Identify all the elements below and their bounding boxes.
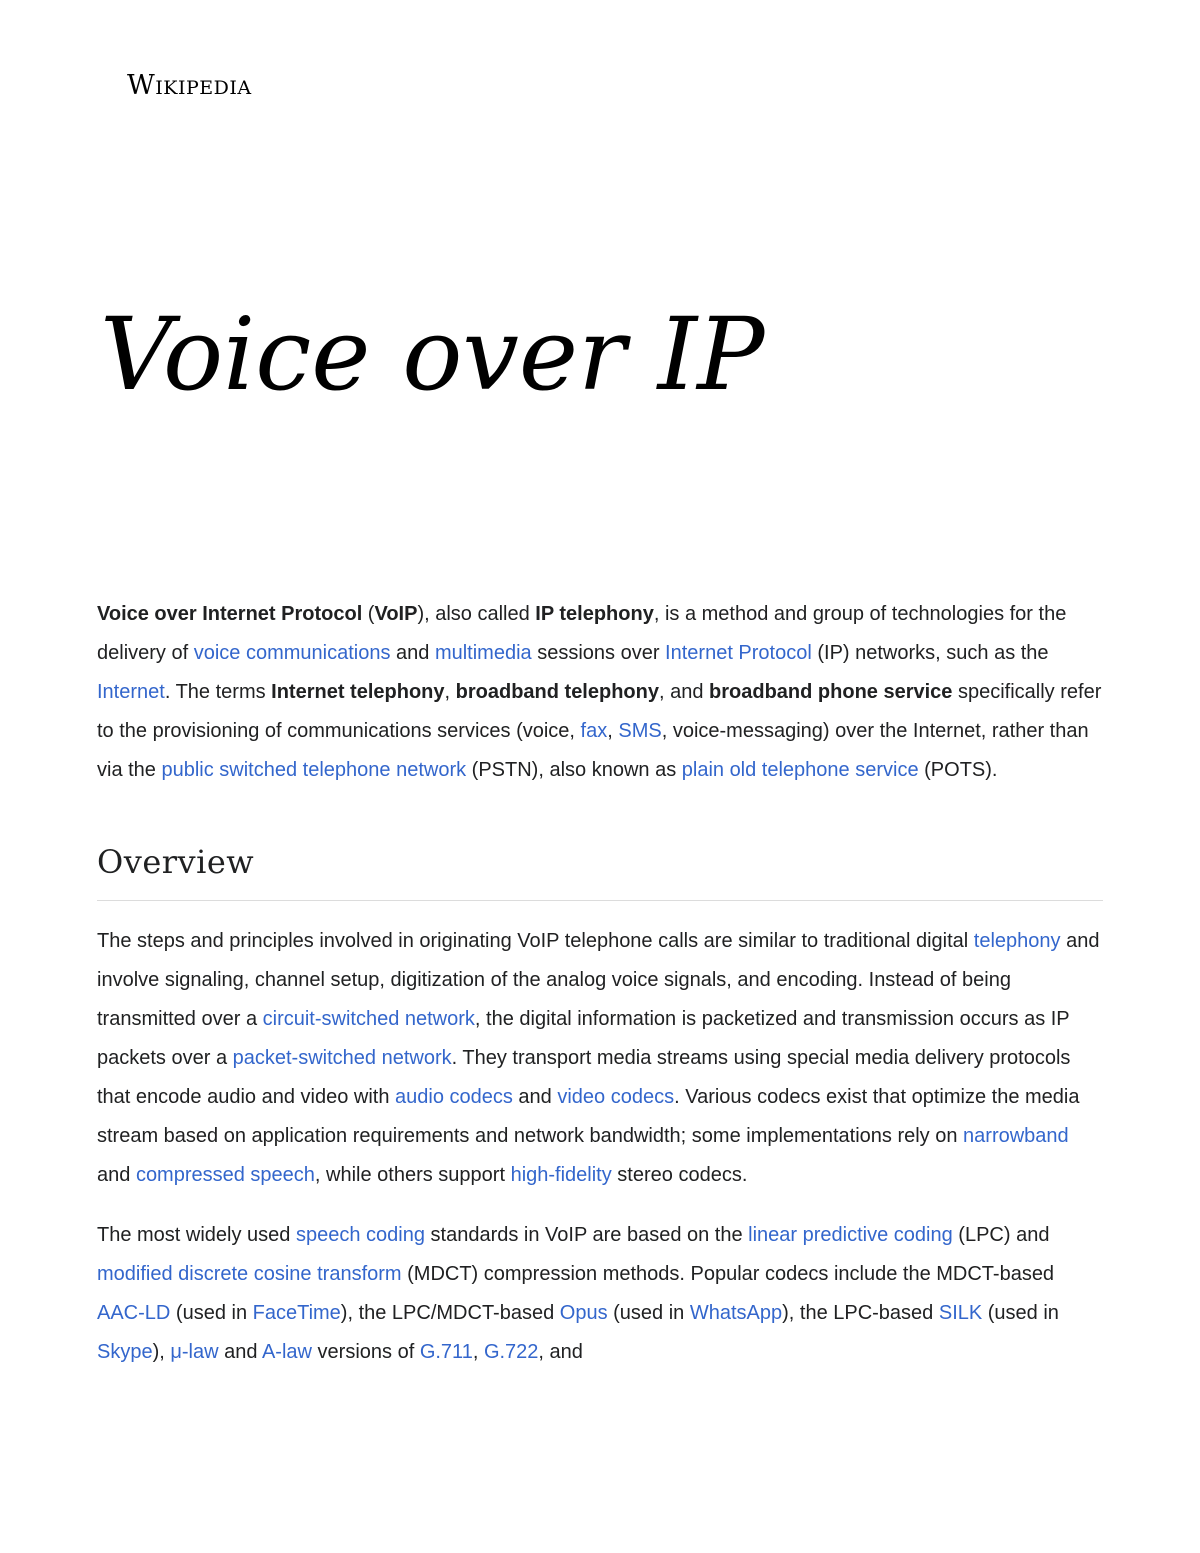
link-internet-protocol[interactable]: Internet Protocol [665,642,812,664]
link-aac-ld[interactable]: AAC-LD [97,1302,171,1324]
link-voice-communications[interactable]: voice communications [193,642,391,664]
text: ( [362,603,375,625]
text: ), [152,1341,171,1363]
text: and [97,1164,136,1186]
text: , [472,1341,484,1363]
text: . Various codecs exist that optimize the media stream based on application requirements and network bandwidth; some implementations rely on [97,1086,1080,1147]
bold-term: VoIP [374,603,418,625]
link-pstn[interactable]: public switched telephone network [161,759,467,781]
link-g722[interactable]: G.722 [483,1341,539,1363]
section-heading-overview: Overview [97,842,1103,901]
link-audio-codecs[interactable]: audio codecs [395,1086,513,1108]
text: , while others support [314,1164,511,1186]
link-facetime[interactable]: FaceTime [252,1302,341,1324]
link-linear-predictive-coding[interactable]: linear predictive coding [748,1224,953,1246]
text: stereo codecs. [611,1164,748,1186]
text: specifically refer to the provisioning of communications services (voice, [97,681,1102,742]
text: (POTS). [918,759,998,781]
text: versions of [311,1341,420,1363]
lead-paragraph [97,595,1103,790]
bold-term: IP telephony [535,603,654,625]
text: . The terms [164,681,272,703]
link-skype[interactable]: Skype [97,1341,153,1363]
text: , [444,681,456,703]
link-mu-law[interactable]: μ-law [170,1341,219,1363]
link-speech-coding[interactable]: speech coding [295,1224,425,1246]
link-opus[interactable]: Opus [559,1302,608,1324]
bold-term: Internet telephony [271,681,445,703]
text: The most widely used [97,1224,296,1246]
text: ), the LPC-based [782,1302,939,1324]
link-multimedia[interactable]: multimedia [434,642,532,664]
overview-paragraph-1 [97,922,1103,1195]
text: (PSTN), also known as [466,759,682,781]
page-title: Voice over IP [100,296,765,413]
link-whatsapp[interactable]: WhatsApp [689,1302,783,1324]
link-internet[interactable]: Internet [97,681,165,703]
text: , voice-messaging) over the Internet, rather than via the [97,720,1089,781]
link-sms[interactable]: SMS [618,720,662,742]
text: (LPC) and [952,1224,1050,1246]
text: ), also called [417,603,536,625]
article-body [97,595,1103,1372]
link-high-fidelity[interactable]: high-fidelity [510,1164,612,1186]
text: , is a method and group of technologies for the delivery of [97,603,1067,664]
text: sessions over [531,642,666,664]
link-telephony[interactable]: telephony [973,930,1061,952]
text: , the digital information is packetized and transmission occurs as IP packets over a [97,1008,1070,1069]
text: and [512,1086,558,1108]
link-fax[interactable]: fax [580,720,608,742]
text: and [218,1341,262,1363]
text: The steps and principles involved in originating VoIP telephone calls are similar to traditional digital [97,930,974,952]
link-circuit-switched-network[interactable]: circuit-switched network [262,1008,475,1030]
text: , and [658,681,710,703]
bold-term: Voice over Internet Protocol [97,603,363,625]
text: (IP) networks, such as the [811,642,1049,664]
text: , [607,720,619,742]
bold-term: broadband telephony [455,681,659,703]
link-packet-switched-network[interactable]: packet-switched network [232,1047,452,1069]
text: , and [538,1341,583,1363]
wikipedia-logo[interactable]: Wikipedia [127,70,252,101]
link-narrowband[interactable]: narrowband [963,1125,1069,1147]
text: (MDCT) compression methods. Popular codecs include the MDCT-based [401,1263,1055,1285]
link-mdct[interactable]: modified discrete cosine transform [97,1263,402,1285]
text: standards in VoIP are based on the [424,1224,749,1246]
text: and [390,642,435,664]
bold-term: broadband phone service [709,681,953,703]
link-g711[interactable]: G.711 [419,1341,473,1363]
link-pots[interactable]: plain old telephone service [681,759,919,781]
link-video-codecs[interactable]: video codecs [557,1086,675,1108]
text: ), the LPC/MDCT-based [340,1302,560,1324]
text: and involve signaling, channel setup, digitization of the analog voice signals, and encoding. Instead of being transmitted over a [97,930,1100,1030]
text: (used in [607,1302,690,1324]
text: (used in [170,1302,253,1324]
text: . They transport media streams using special media delivery protocols that encode audio and video with [97,1047,1071,1108]
link-a-law[interactable]: A-law [261,1341,312,1363]
overview-paragraph-2 [97,1216,1103,1372]
link-compressed-speech[interactable]: compressed speech [135,1164,315,1186]
link-silk[interactable]: SILK [938,1302,983,1324]
text: (used in [982,1302,1059,1324]
